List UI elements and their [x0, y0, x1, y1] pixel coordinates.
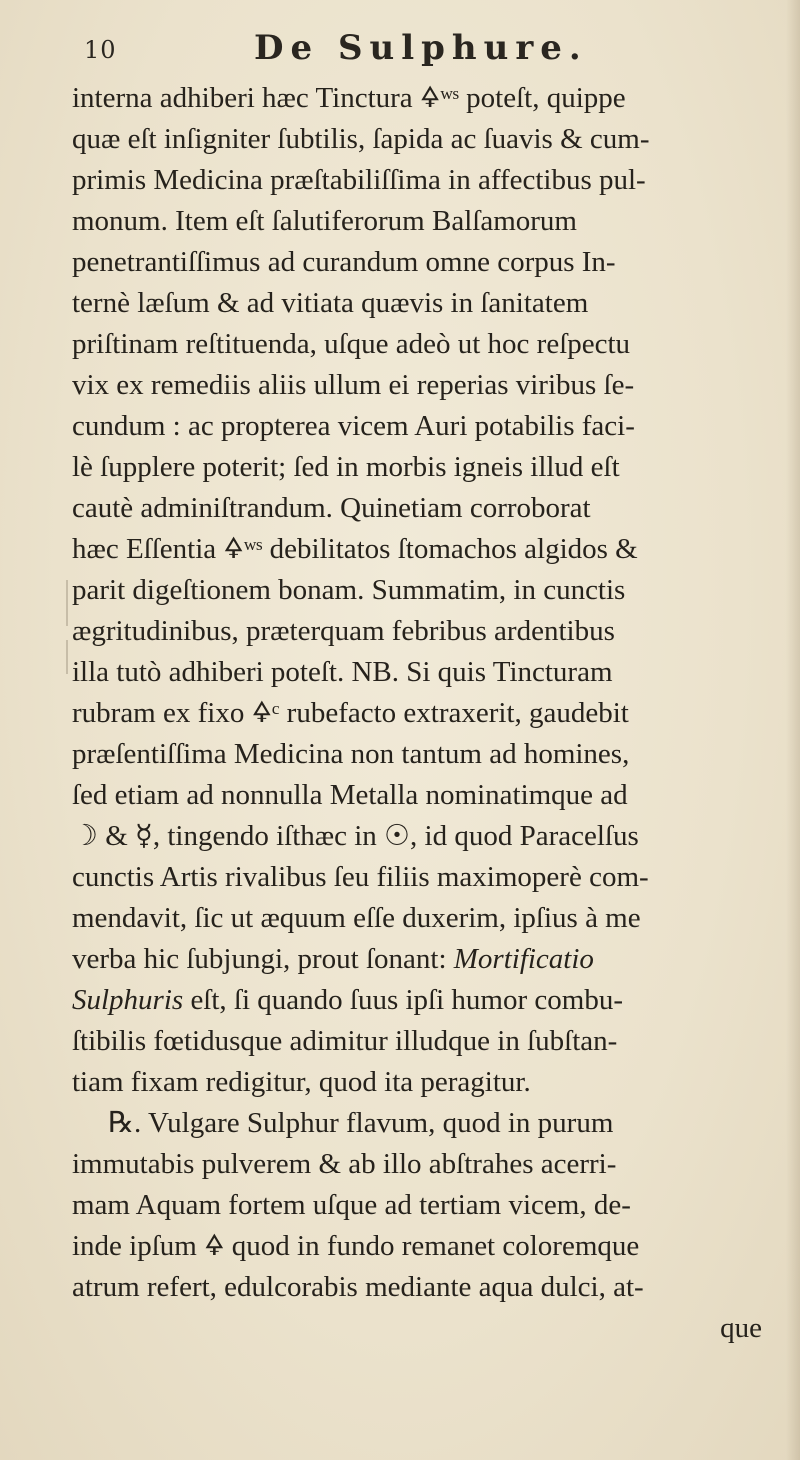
text-line: cunctis Artis rivalibus ſeu filiis maximoperè com- [72, 861, 649, 893]
text-line: atrum refert, edulcorabis mediante aqua dulci, at- [72, 1271, 644, 1303]
text-line: ternè læſum & ad vitiata quævis in ſanitatem [72, 287, 589, 319]
text-line: rubram ex fixo 🜍ᶜ rubefacto extraxerit, gaudebit [72, 697, 629, 729]
text-line: priſtinam reſtituenda, uſque adeò ut hoc reſpectu [72, 328, 631, 360]
page-header [74, 28, 774, 78]
text-line: parit digeſtionem bonam. Summatim, in cunctis [72, 574, 626, 606]
body-text [72, 78, 796, 1349]
text-line: Sulphuris eſt, ſi quando ſuus ipſi humor combu- [72, 984, 623, 1016]
text-line: ℞. Vulgare Sulphur flavum, quod in purum [108, 1107, 614, 1139]
catchword: que [720, 1312, 762, 1344]
page-number: 10 [84, 36, 117, 64]
text-line: illa tutò adhiberi poteſt. NB. Si quis Tincturam [72, 656, 613, 688]
running-head: De Sulphure. [254, 28, 588, 68]
text-line: ſed etiam ad nonnulla Metalla nominatimque ad [72, 779, 628, 811]
margin-tick-mark [66, 640, 68, 674]
text-line: ☽ & ☿, tingendo iſthæc in ☉, id quod Paracelſus [72, 820, 639, 852]
text-line: lè ſupplere poterit; ſed in morbis igneis illud eſt [72, 451, 620, 483]
text-line: immutabis pulverem & ab illo abſtrahes acerri- [72, 1148, 617, 1180]
text-line: quæ eſt inſigniter ſubtilis, ſapida ac ſuavis & cum- [72, 123, 650, 155]
text-line: cautè adminiſtrandum. Quinetiam corroborat [72, 492, 591, 524]
text-line: mam Aquam fortem uſque ad tertiam vicem, de- [72, 1189, 631, 1221]
text-line: tiam fixam redigitur, quod ita peragitur. [72, 1066, 531, 1098]
text-line: præſentiſſima Medicina non tantum ad homines, [72, 738, 630, 770]
text-line: interna adhiberi hæc Tinctura 🜍ʷˢ poteſt, quippe [72, 82, 626, 114]
text-line: hæc Eſſentia 🜍ʷˢ debilitatos ſtomachos algidos & [72, 533, 638, 565]
text-line: cundum : ac propterea vicem Auri potabilis faci- [72, 410, 635, 442]
text-line: verba hic ſubjungi, prout ſonant: Mortificatio [72, 943, 594, 975]
text-line: penetrantiſſimus ad curandum omne corpus In- [72, 246, 616, 278]
margin-tick-mark [66, 580, 68, 626]
text-line: ægritudinibus, præterquam febribus ardentibus [72, 615, 615, 647]
text-line: vix ex remediis aliis ullum ei reperias viribus ſe- [72, 369, 635, 401]
text-line: inde ipſum 🜍 quod in fundo remanet coloremque [72, 1230, 640, 1262]
text-line: mendavit, ſic ut æquum eſſe duxerim, ipſius à me [72, 902, 641, 934]
text-line: primis Medicina præſtabiliſſima in affectibus pul- [72, 164, 646, 196]
text-line: ſtibilis fœtidusque adimitur illudque in ſubſtan- [72, 1025, 618, 1057]
text-line: monum. Item eſt ſalutiferorum Balſamorum [72, 205, 577, 237]
